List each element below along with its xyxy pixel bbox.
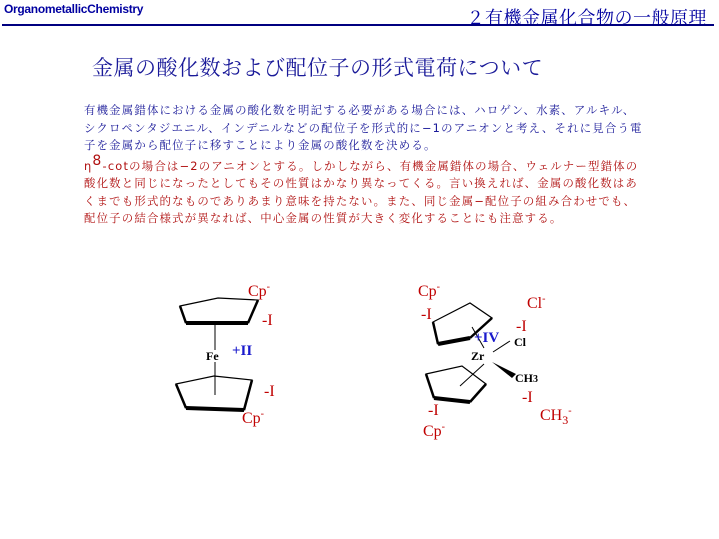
zirconocene-charge-cp-bottom: -I [428,402,439,419]
eta-superscript: 8 [92,153,103,169]
zr-ch3-atom-label: CH3 [515,371,538,385]
ferrocene-charge-bottom: -I [264,383,275,400]
methyl-ligand-label: $CH_3^-$ [540,405,572,428]
ferrocene-oxidation-state: +II [232,343,253,359]
chloride-ligand-label: Cl- [527,293,546,312]
ferrocene-metal-label: Fe [206,349,219,363]
zirconocene-oxidation-state: +IV [474,330,500,346]
course-title-part1: Organometallic [4,2,88,16]
zirconocene-cp-top-label: Cp- [418,281,441,300]
paragraph-cot-text: -cotの場合は−2のアニオンとする。しかしながら、有機金属錯体の場合、ウェルナー型錯体の酸化数と同じになったとしてもその性質はかなり異なってくる。言い換えれば、金属の酸化数はあくまでも形式的なものでありあまり意味を持たない。また、同じ金属−配位子の組み合わせでも、配位子の結合様式が異なれば、中心金属の性質が大きく変化することにも注意する。 [84,158,639,226]
zirconocene-charge-cp-top: -I [421,306,432,323]
zr-ch3-wedge-bond [492,362,516,378]
eta-symbol: η [84,158,93,173]
ferrocene-cp-bottom-label: Cp- [242,408,265,427]
zirconocene-cp-bottom-label: Cp- [423,421,446,440]
methyl-charge: -I [522,389,533,406]
ferrocene-top-cp-ring [180,298,258,323]
ferrocene-cp-top-label: Cp- [248,281,271,300]
header-chapter-title: ２有機金属化合物の一般原理 [466,8,707,29]
ferrocene-bottom-cp-ring [176,376,252,410]
chloride-charge: -I [516,318,527,335]
paragraph-oxidation-definition: 有機金属錯体における金属の酸化数を明記する必要がある場合には、ハロゲン、水素、アルキル、シクロペンタジエニル、インデニルなどの配位子を形式的に−1のアニオンと考え、それに見合う電子を金属から配位子に移すことにより金属の酸化数を決める。 [84,103,643,152]
zirconocene-metal-label: Zr [471,349,485,363]
course-title-part2: Chemistry [87,2,144,16]
ferrocene-charge-top: -I [262,312,273,329]
slide-title: 金属の酸化数および配位子の形式電荷について [92,56,544,80]
zirconocene-bottom-cp-ring [426,366,486,402]
zr-cl-atom-label: Cl [514,335,526,349]
